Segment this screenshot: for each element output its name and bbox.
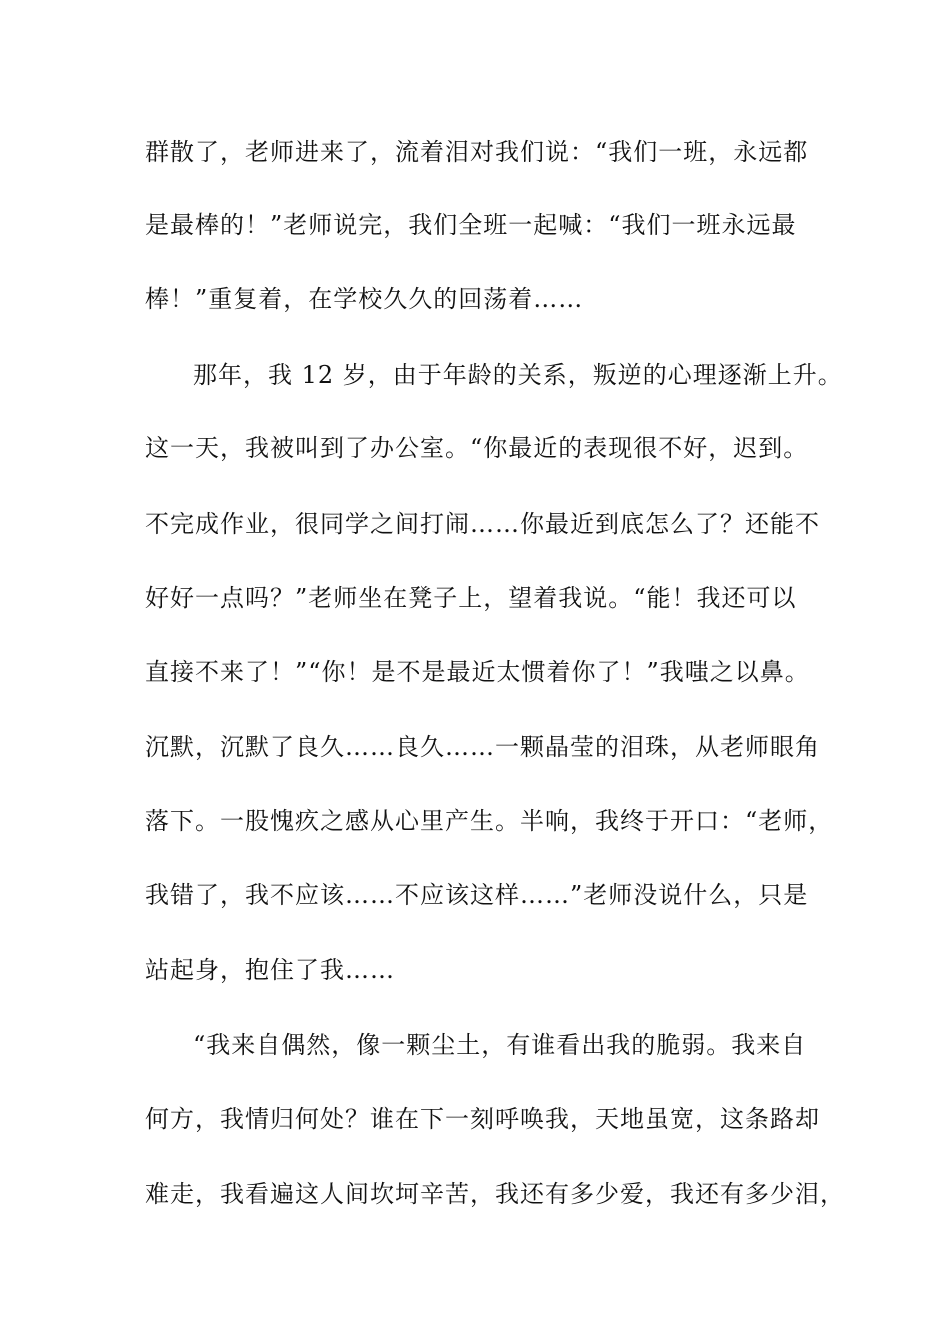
- text-line: 这一天，我被叫到了办公室。“你最近的表现很不好，迟到。: [145, 434, 809, 462]
- text-line: 站起身，抱住了我……: [145, 956, 395, 984]
- text-line: 我错了，我不应该……不应该这样……”老师没说什么，只是: [145, 881, 809, 909]
- text-line: 棒！”重复着，在学校久久的回荡着……: [145, 285, 584, 313]
- paragraph-start-line: 那年，我 12 岁，由于年龄的关系，叛逆的心理逐渐上升。: [193, 361, 843, 389]
- text-line: 落下。一股愧疚之感从心里产生。半响，我终于开口：“老师，: [145, 807, 834, 835]
- text-line: 群散了，老师进来了，流着泪对我们说：“我们一班，永远都: [145, 138, 809, 166]
- text-line: 难走，我看遍这人间坎坷辛苦，我还有多少爱，我还有多少泪，: [145, 1180, 845, 1208]
- text-line: 沉默，沉默了良久……良久……一颗晶莹的泪珠，从老师眼角: [145, 733, 820, 761]
- text-line: 何方，我情归何处？谁在下一刻呼唤我，天地虽宽，这条路却: [145, 1105, 820, 1133]
- paragraph-start-line: “我来自偶然，像一颗尘土，有谁看出我的脆弱。我来自: [193, 1031, 807, 1059]
- text-line: 直接不来了！”“你！是不是最近太惯着你了！”我嗤之以鼻。: [145, 658, 810, 686]
- text-line: 是最棒的！”老师说完，我们全班一起喊：“我们一班永远最: [145, 211, 797, 239]
- text-line: 不完成作业，很同学之间打闹……你最近到底怎么了？还能不: [145, 510, 820, 538]
- text-line: 好好一点吗？”老师坐在凳子上，望着我说。“能！我还可以: [145, 584, 797, 612]
